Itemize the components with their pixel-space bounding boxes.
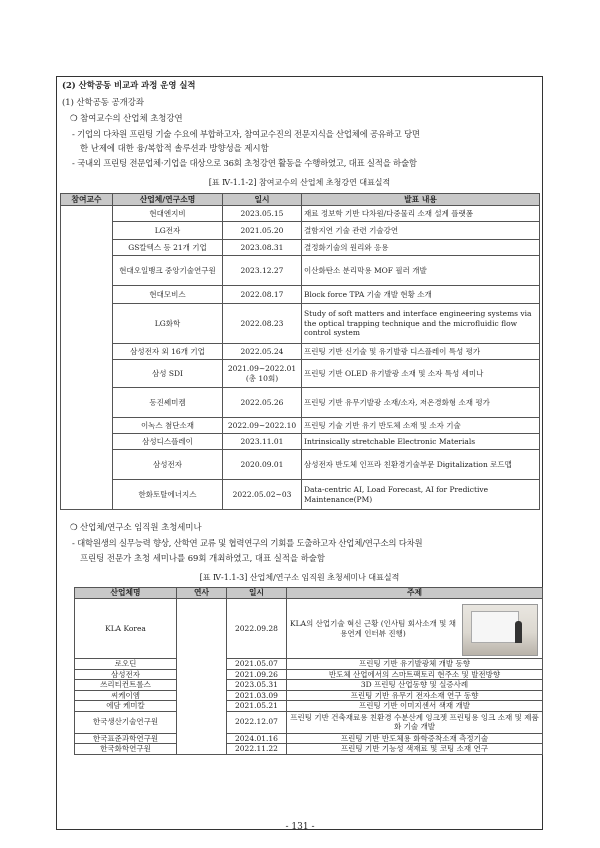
table-row-date: 2022.11.22 — [227, 744, 287, 755]
presenter-figure — [515, 621, 522, 643]
table-row-org: LG화학 — [113, 304, 223, 344]
table-row-content: 결정화기술의 원리와 응용 — [302, 240, 540, 256]
table-row-topic: 프린팅 기반 반도체용 화학증착소재 측정기술 — [287, 733, 543, 744]
table1-header-org: 산업체/연구소명 — [113, 194, 223, 206]
table-row-date: 2021.09~2022.01 (총 10회) — [223, 360, 302, 388]
table-row-date: 2022.12.07 — [227, 711, 287, 733]
table-row-content: 재료 정보학 기반 다차원/다중물리 소재 설계 플랫폼 — [302, 206, 540, 222]
table-row-org: 현대엔지비 — [113, 206, 223, 222]
table-row-org: 한화토탈에너지스 — [113, 480, 223, 510]
part1-bullet: ❍ 참여교수의 산업체 초청강연 — [70, 113, 183, 123]
table-row-content: Intrinsically stretchable Electronic Materials — [302, 434, 540, 450]
table-row-org: 현대모비스 — [113, 286, 223, 304]
table2-header-topic: 주제 — [287, 588, 543, 599]
table-row-org: GS칼텍스 등 21개 기업 — [113, 240, 223, 256]
speaker-cell — [177, 599, 227, 755]
table-row-topic: 프린팅 기반 기능성 색재료 및 코팅 소재 연구 — [287, 744, 543, 755]
table-row-date: 2022.09~2022.10 — [223, 418, 302, 434]
table-row-org: 쓰리티컨트롤스 — [75, 680, 177, 691]
table-row-topic: 3D 프린팅 산업동향 및 실증사례 — [287, 680, 543, 691]
table1-header-professor: 참여교수 — [61, 194, 113, 206]
table-row-content: 프린팅 기반 신기술 및 유기발광 디스플레이 특성 평가 — [302, 344, 540, 360]
table-row-content: 프린팅 기술 기반 유기 반도체 소재 및 소자 기술 — [302, 418, 540, 434]
table-row-topic: 반도체 산업에서의 스마트팩토리 현주소 및 발전방향 — [287, 669, 543, 680]
table-row-org: 한국표준과학연구원 — [75, 733, 177, 744]
professor-cell — [61, 206, 113, 510]
table-row-org: 씨케이엠 — [75, 690, 177, 701]
table1-caption: [표 Ⅳ-1.1-2] 참여교수의 산업체 초청강연 대표실적 — [208, 178, 391, 187]
table-row-org: 삼성 SDI — [113, 360, 223, 388]
table-row-org: KLA Korea — [75, 599, 177, 659]
table-row-content: Study of soft matters and interface engineering systems via the optical trapping technique and the microfluidic flow control system — [302, 304, 540, 344]
projector-screen — [471, 611, 519, 643]
part2-dash1-line1: - 대학원생의 실무능력 향상, 산학연 교류 및 협력연구의 기회를 도출하고자 산업체/연구소의 다차원 — [72, 538, 423, 548]
table-row-date: 2022.05.26 — [223, 388, 302, 418]
part1-dash2: - 국내외 프린팅 전문업체·기업을 대상으로 36회 초청강연 활동을 수행하였고, 대표 실적을 하술함 — [72, 158, 417, 168]
table-row-date: 2023.05.31 — [227, 680, 287, 691]
table-row-date: 2022.05.02~03 — [223, 480, 302, 510]
table-row-org: 삼성전자 — [75, 669, 177, 680]
table-row-topic: 프린팅 기반 이미지센서 색재 개발 — [287, 701, 543, 712]
table-row-date: 2022.08.17 — [223, 286, 302, 304]
kla-topic-cell — [287, 599, 543, 659]
part2-bullet: ❍ 산업체/연구소 임직원 초청세미나 — [70, 522, 202, 532]
part2-dash1-line2: 프린팅 전문가 초청 세미나를 69회 개최하였고, 대표 실적을 하술함 — [80, 553, 325, 563]
page-number: - 131 - — [285, 822, 315, 832]
table-row-date: 2022.05.24 — [223, 344, 302, 360]
table-row-date: 2021.09.26 — [227, 669, 287, 680]
table-row-date: 2023.12.27 — [223, 256, 302, 286]
table-row-date: 2020.09.01 — [223, 450, 302, 480]
industry-seminar-table — [74, 587, 543, 755]
table-row-date: 2024.01.16 — [227, 733, 287, 744]
table-row-org: 삼성디스플레이 — [113, 434, 223, 450]
table-row-content: 프린팅 기반 OLED 유기발광 소재 및 소자 특성 세미나 — [302, 360, 540, 388]
sub-heading: (1) 산학공동 공개강좌 — [62, 97, 144, 107]
table-row-date: 2022.09.28 — [227, 599, 287, 659]
table2-header-date: 일시 — [227, 588, 287, 599]
table-row-org: 에담 케미칼 — [75, 701, 177, 712]
table-row-date: 2021.03.09 — [227, 690, 287, 701]
table1-header-content: 발표 내용 — [302, 194, 540, 206]
table2-header-speaker: 연사 — [177, 588, 227, 599]
table2-header-org: 산업체명 — [75, 588, 177, 599]
table-row-topic: 프린팅 기반 유무기 전자소재 연구 동향 — [287, 690, 543, 701]
table1-header-date: 일시 — [223, 194, 302, 206]
table-row-content: 이산화탄소 분리막용 MOF 필러 개발 — [302, 256, 540, 286]
seminar-photo-image — [462, 604, 538, 656]
table-row-topic: KLA의 산업기술 혁신 근황 (인사팀 회사소개 및 채용연계 인터뷰 진행) — [289, 619, 457, 638]
table-row-org: 삼성전자 외 16개 기업 — [113, 344, 223, 360]
table-row-org: 이녹스 첨단소재 — [113, 418, 223, 434]
table-row-content: 프린팅 기반 유무기발광 소재/소자, 저온경화형 소재 평가 — [302, 388, 540, 418]
table-row-org: 한국생산기술연구원 — [75, 711, 177, 733]
table-row-content: Data-centric AI, Load Forecast, AI for Predictive Maintenance(PM) — [302, 480, 540, 510]
seminar-photo — [462, 604, 538, 656]
table-row-date: 2021.05.21 — [227, 701, 287, 712]
table-row-content: Block force TPA 기술 개발 현황 소개 — [302, 286, 540, 304]
table-row-date: 2022.08.23 — [223, 304, 302, 344]
table-row-org: LG전자 — [113, 222, 223, 240]
table-row-topic: 프린팅 기반 건축재료용 친환경 수분산계 잉크젯 프린팅용 잉크 소재 및 제품화 기술 개발 — [287, 711, 543, 733]
table2-caption: [표 Ⅳ-1.1-3] 산업체/연구소 임직원 초청세미나 대표실적 — [199, 573, 400, 582]
part1-dash1-line1: - 기업의 다차원 프린팅 기술 수요에 부합하고자, 참여교수진의 전문지식을 산업체에 공유하고 당면 — [72, 129, 420, 139]
table-row-org: 현대오일뱅크 중앙기술연구원 — [113, 256, 223, 286]
table-row-org: 로오딘 — [75, 659, 177, 670]
table-row-org: 동진쎄미켐 — [113, 388, 223, 418]
professor-lecture-table — [60, 193, 540, 510]
table-row-date: 2021.05.07 — [227, 659, 287, 670]
table-row-content: 결함지연 기술 관련 기술강연 — [302, 222, 540, 240]
table-row-date: 2023.11.01 — [223, 434, 302, 450]
table-row-org: 삼성전자 — [113, 450, 223, 480]
table-row-date: 2023.08.31 — [223, 240, 302, 256]
section-heading: (2) 산학공동 비교과 과정 운영 실적 — [62, 80, 196, 90]
table-row-content: 삼성전자 반도체 인프라 친환경기술부문 Digitalization 로드맵 — [302, 450, 540, 480]
table-row-date: 2021.05.20 — [223, 222, 302, 240]
table-row-org: 한국화학연구원 — [75, 744, 177, 755]
table-row-date: 2023.05.15 — [223, 206, 302, 222]
part1-dash1-line2: 한 난제에 대한 융/복합적 솔루션과 방향성을 제시함 — [80, 143, 269, 153]
table-row-topic: 프린팅 기반 유기발광체 개발 동향 — [287, 659, 543, 670]
